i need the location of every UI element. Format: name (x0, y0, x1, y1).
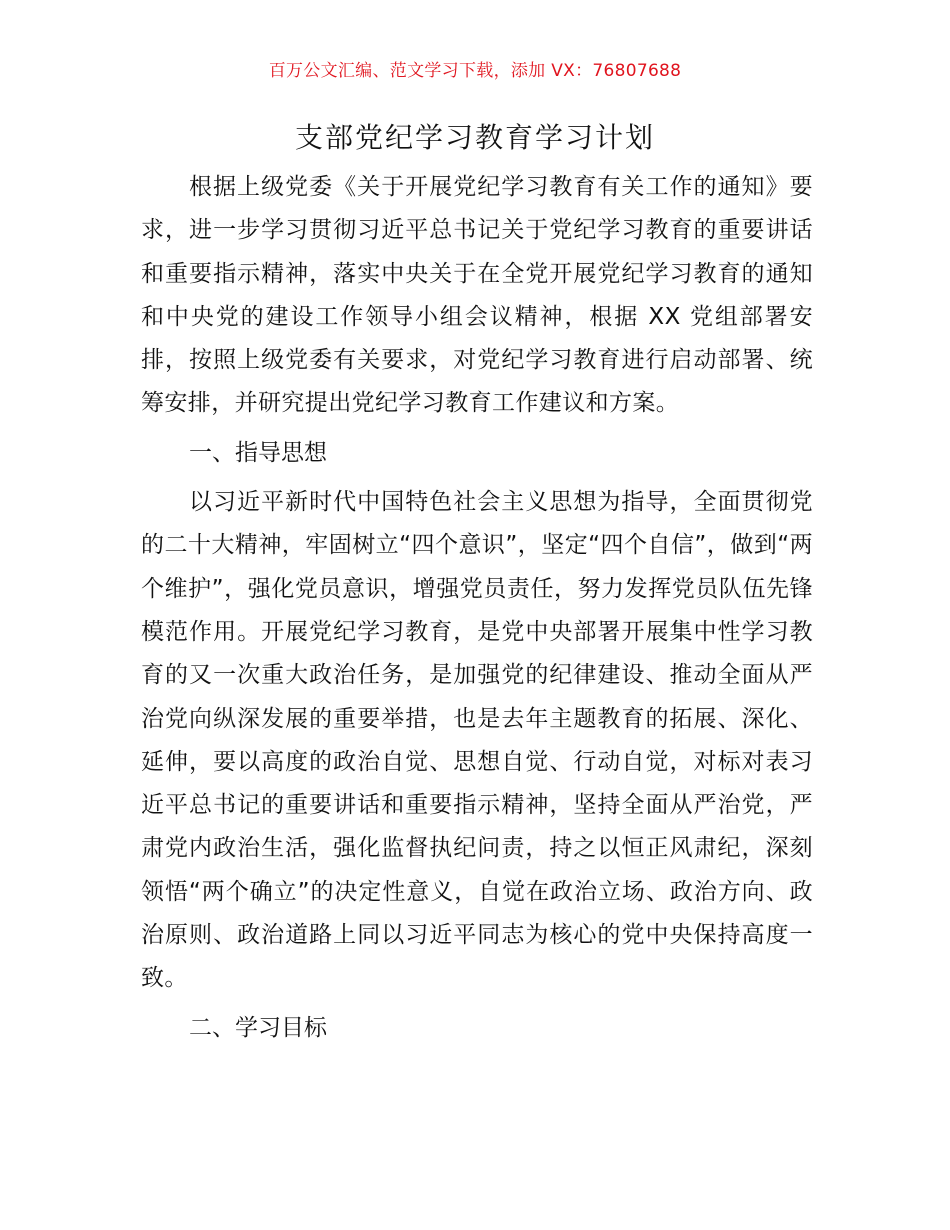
document-body (141, 166, 813, 1053)
section-heading-guiding-ideology: 一、指导思想 (189, 439, 327, 466)
document-title: 支部党纪学习教育学习计划 (294, 121, 655, 154)
section-heading-learning-goals: 二、学习目标 (189, 1014, 327, 1041)
intro-paragraph: 根据上级党委《关于开展党纪学习教育有关工作的通知》要求，进一步学习贯彻习近平总书记关于党纪学习教育的重要讲话和重要指示精神，落实中央关于在全党开展党纪学习教育的通知和中央党的建设工作领导小组会议精神，根据 XX 党组部署安排，按照上级党委有关要求，对党纪学习教育进行启动部署、统筹安排，并研究提出党纪学习教育工作建议和方案。 (141, 174, 813, 417)
watermark-banner: 百万公文汇编、范文学习下载，添加 VX：76807688 (268, 61, 682, 81)
guiding-ideology-paragraph: 以习近平新时代中国特色社会主义思想为指导，全面贯彻党的二十大精神，牢固树立“四个意识”，坚定“四个自信”，做到“两个维护”，强化党员意识，增强党员责任，努力发挥党员队伍先锋模范作用。开展党纪学习教育，是党中央部署开展集中性学习教育的又一次重大政治任务，是加强党的纪律建设、推动全面从严治党向纵深发展的重要举措，也是去年主题教育的拓展、深化、延伸，要以高度的政治自觉、思想自觉、行动自觉，对标对表习近平总书记的重要讲话和重要指示精神，坚持全面从严治党，严肃党内政治生活，强化监督执纪问责，持之以恒正风肃纪，深刻领悟“两个确立”的决定性意义，自觉在政治立场、政治方向、政治原则、政治道路上同以习近平同志为核心的党中央保持高度一致。 (141, 489, 813, 992)
